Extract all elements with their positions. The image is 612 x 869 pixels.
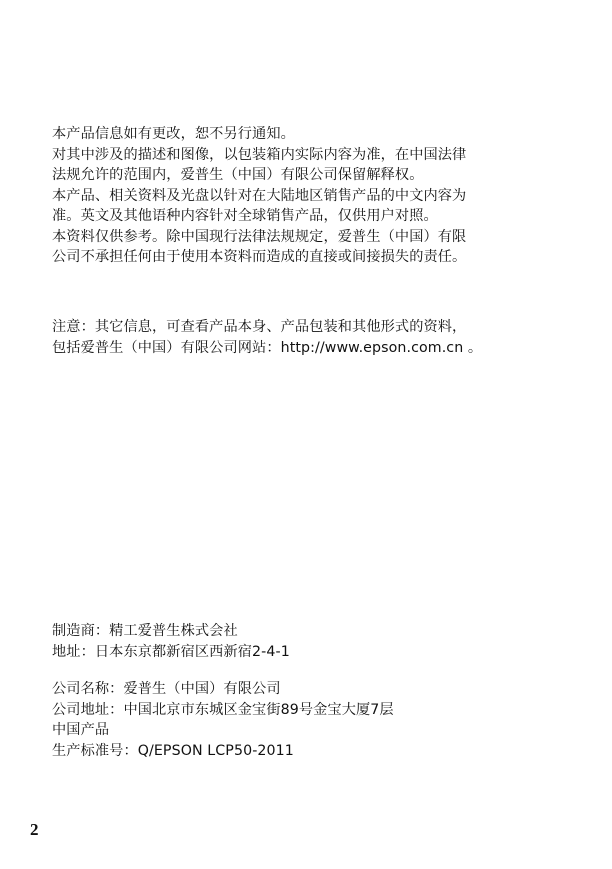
manufacturer-name: 制造商：精工爱普生株式会社 (52, 623, 238, 639)
disclaimer-line: 准。英文及其他语种内容针对全球销售产品，仅供用户对照。 (52, 208, 438, 224)
company-address: 公司地址：中国北京市东城区金宝街89号金宝大厦7层 (52, 701, 394, 718)
disclaimer-line: 本资料仅供参考。除中国现行法律法规规定，爱普生（中国）有限 (52, 228, 467, 245)
disclaimer-line: 公司不承担任何由于使用本资料而造成的直接或间接损失的责任。 (52, 249, 467, 265)
disclaimer-line: 本产品、相关资料及光盘以针对在大陆地区销售产品的中文内容为 (52, 187, 467, 204)
disclaimer-line: 对其中涉及的描述和图像，以包装箱内实际内容为准，在中国法律 (52, 146, 467, 163)
disclaimer-line: 法规允许的范围内，爱普生（中国）有限公司保留解释权。 (52, 167, 424, 183)
company-info (52, 679, 572, 761)
page-number: 2 (30, 820, 39, 839)
manufacturer-address: 地址：日本东京都新宿区西新宿2-4-1 (52, 643, 290, 660)
disclaimer-line: 本产品信息如有更改，恕不另行通知。 (52, 126, 295, 142)
company-name: 公司名称：爱普生（中国）有限公司 (52, 681, 281, 697)
note-paragraph (52, 317, 572, 358)
note-line: 注意：其它信息，可查看产品本身、产品包装和其他形式的资料， (52, 319, 467, 335)
manufacturer-info (52, 621, 572, 662)
production-standard: 生产标准号：Q/EPSON LCP50-2011 (52, 742, 294, 759)
product-origin: 中国产品 (52, 722, 110, 738)
disclaimer-paragraph (52, 124, 572, 268)
note-line: 包括爱普生（中国）有限公司网站：http://www.epson.com.cn 。 (52, 339, 483, 356)
